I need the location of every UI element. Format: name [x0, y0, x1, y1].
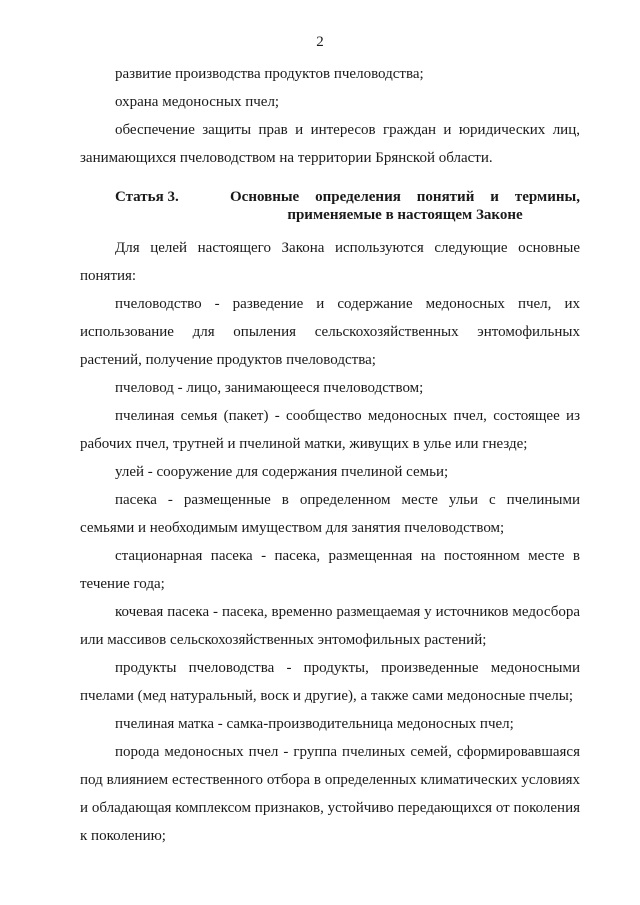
document-body — [80, 60, 580, 850]
definition-item: пчеловод - лицо, занимающееся пчеловодством; — [115, 380, 424, 396]
definition-item: улей - сооружение для содержания пчелиной семьи; — [115, 464, 449, 480]
article-heading — [80, 188, 580, 224]
definition-item: пчелиная матка - самка-производительница медоносных пчел; — [115, 716, 514, 732]
definition-item: кочевая пасека - пасека, временно размещаемая у источников медосбора или массивов сельскохозяйственных энтомофильных растений; — [80, 604, 580, 648]
definition-item: продукты пчеловодства - продукты, произведенные медоносными пчелами (мед натуральный, воск и другие), а также сами медоносные пчелы; — [80, 660, 580, 704]
article-number: Статья 3. — [115, 189, 179, 205]
article-title — [230, 188, 580, 224]
article-title-line-2: применяемые в настоящем Законе — [287, 207, 523, 223]
intro-item: охрана медоносных пчел; — [115, 94, 280, 110]
definition-item: порода медоносных пчел - группа пчелиных семей, сформировавшаяся под влиянием естественного отбора в определенных климатических условиях и обладающая комплексом признаков, устойчиво передающихся от поколения к поколению; — [80, 744, 580, 844]
definition-item: пчелиная семья (пакет) - сообщество медоносных пчел, состоящее из рабочих пчел, трутней и пчелиной матки, живущих в улье или гнезде; — [80, 408, 580, 452]
intro-item: обеспечение защиты прав и интересов граждан и юридических лиц, занимающихся пчеловодством на территории Брянской области. — [80, 122, 580, 166]
definition-item: пасека - размещенные в определенном месте ульи с пчелиными семьями и необходимым имуществом для занятия пчеловодством; — [80, 492, 580, 536]
intro-item: развитие производства продуктов пчеловодства; — [115, 66, 424, 82]
page-number: 2 — [316, 34, 324, 50]
definition-item: стационарная пасека - пасека, размещенная на постоянном месте в течение года; — [80, 548, 580, 592]
lead-paragraph: Для целей настоящего Закона используются следующие основные понятия: — [80, 240, 580, 284]
article-title-line-1: Основные определения понятий и термины, — [230, 189, 580, 205]
definition-item: пчеловодство - разведение и содержание медоносных пчел, их использование для опыления сельскохозяйственных энтомофильных растений, получение продуктов пчеловодства; — [80, 296, 580, 368]
